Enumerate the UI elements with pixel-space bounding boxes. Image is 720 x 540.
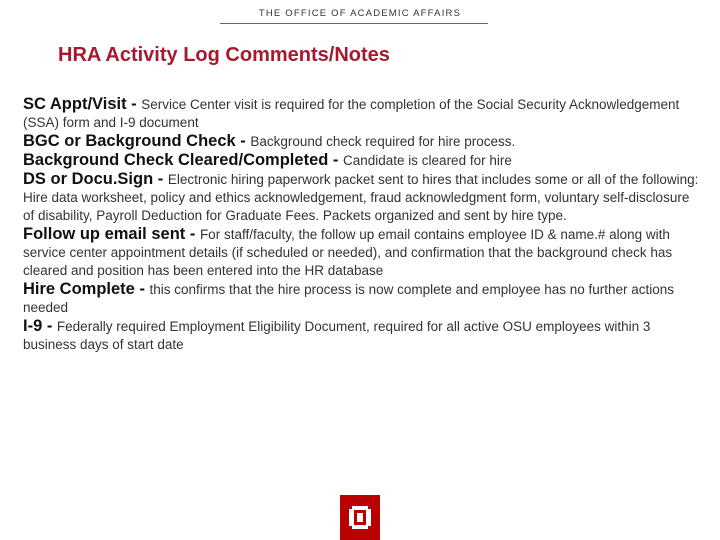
definition-description: Candidate is cleared for hire <box>343 153 512 168</box>
definition-entry <box>23 317 703 354</box>
definition-description: Service Center visit is required for the completion of the Social Security Acknowledgement (SSA) form and I-9 document <box>23 97 680 130</box>
definitions-list <box>23 95 703 354</box>
definition-entry <box>23 151 703 170</box>
definition-term: I-9 - <box>23 317 57 335</box>
definition-description: this confirms that the hire process is now complete and employee has no further actions needed <box>23 282 675 315</box>
definition-term: Hire Complete - <box>23 280 150 298</box>
definition-entry <box>23 132 703 151</box>
definition-term: Background Check Cleared/Completed - <box>23 151 343 169</box>
definition-term: DS or Docu.Sign - <box>23 170 168 188</box>
definition-term: SC Appt/Visit - <box>23 95 142 113</box>
definition-description: Electronic hiring paperwork packet sent to hires that includes some or all of the following: Hire data worksheet, policy and ethics acknowledgement, fraud acknowledgment form, voluntary self-disclosure of disability, Payroll Deduction for Graduate Fees. Packets organized and sent by hire type. <box>23 172 699 223</box>
definition-description: For staff/faculty, the follow up email contains employee ID & name.# along with service center appointment details (if scheduled or needed), and confirmation that the background check has cleared and position has been entered into the HR database <box>23 227 673 278</box>
header-title: THE OFFICE OF ACADEMIC AFFAIRS <box>258 8 462 19</box>
definition-description: Background check required for hire process. <box>250 134 516 149</box>
definition-entry <box>23 280 703 317</box>
header-divider <box>220 23 488 24</box>
definition-entry <box>23 225 703 280</box>
definition-entry <box>23 95 703 132</box>
definition-term: Follow up email sent - <box>23 225 200 243</box>
definition-entry <box>23 170 703 225</box>
definition-term: BGC or Background Check - <box>23 132 251 150</box>
page-title: HRA Activity Log Comments/Notes <box>58 44 390 66</box>
definition-description: Federally required Employment Eligibility Document, required for all active OSU employees within 3 business days of start date <box>23 319 651 352</box>
block-o-logo-icon <box>340 495 380 540</box>
